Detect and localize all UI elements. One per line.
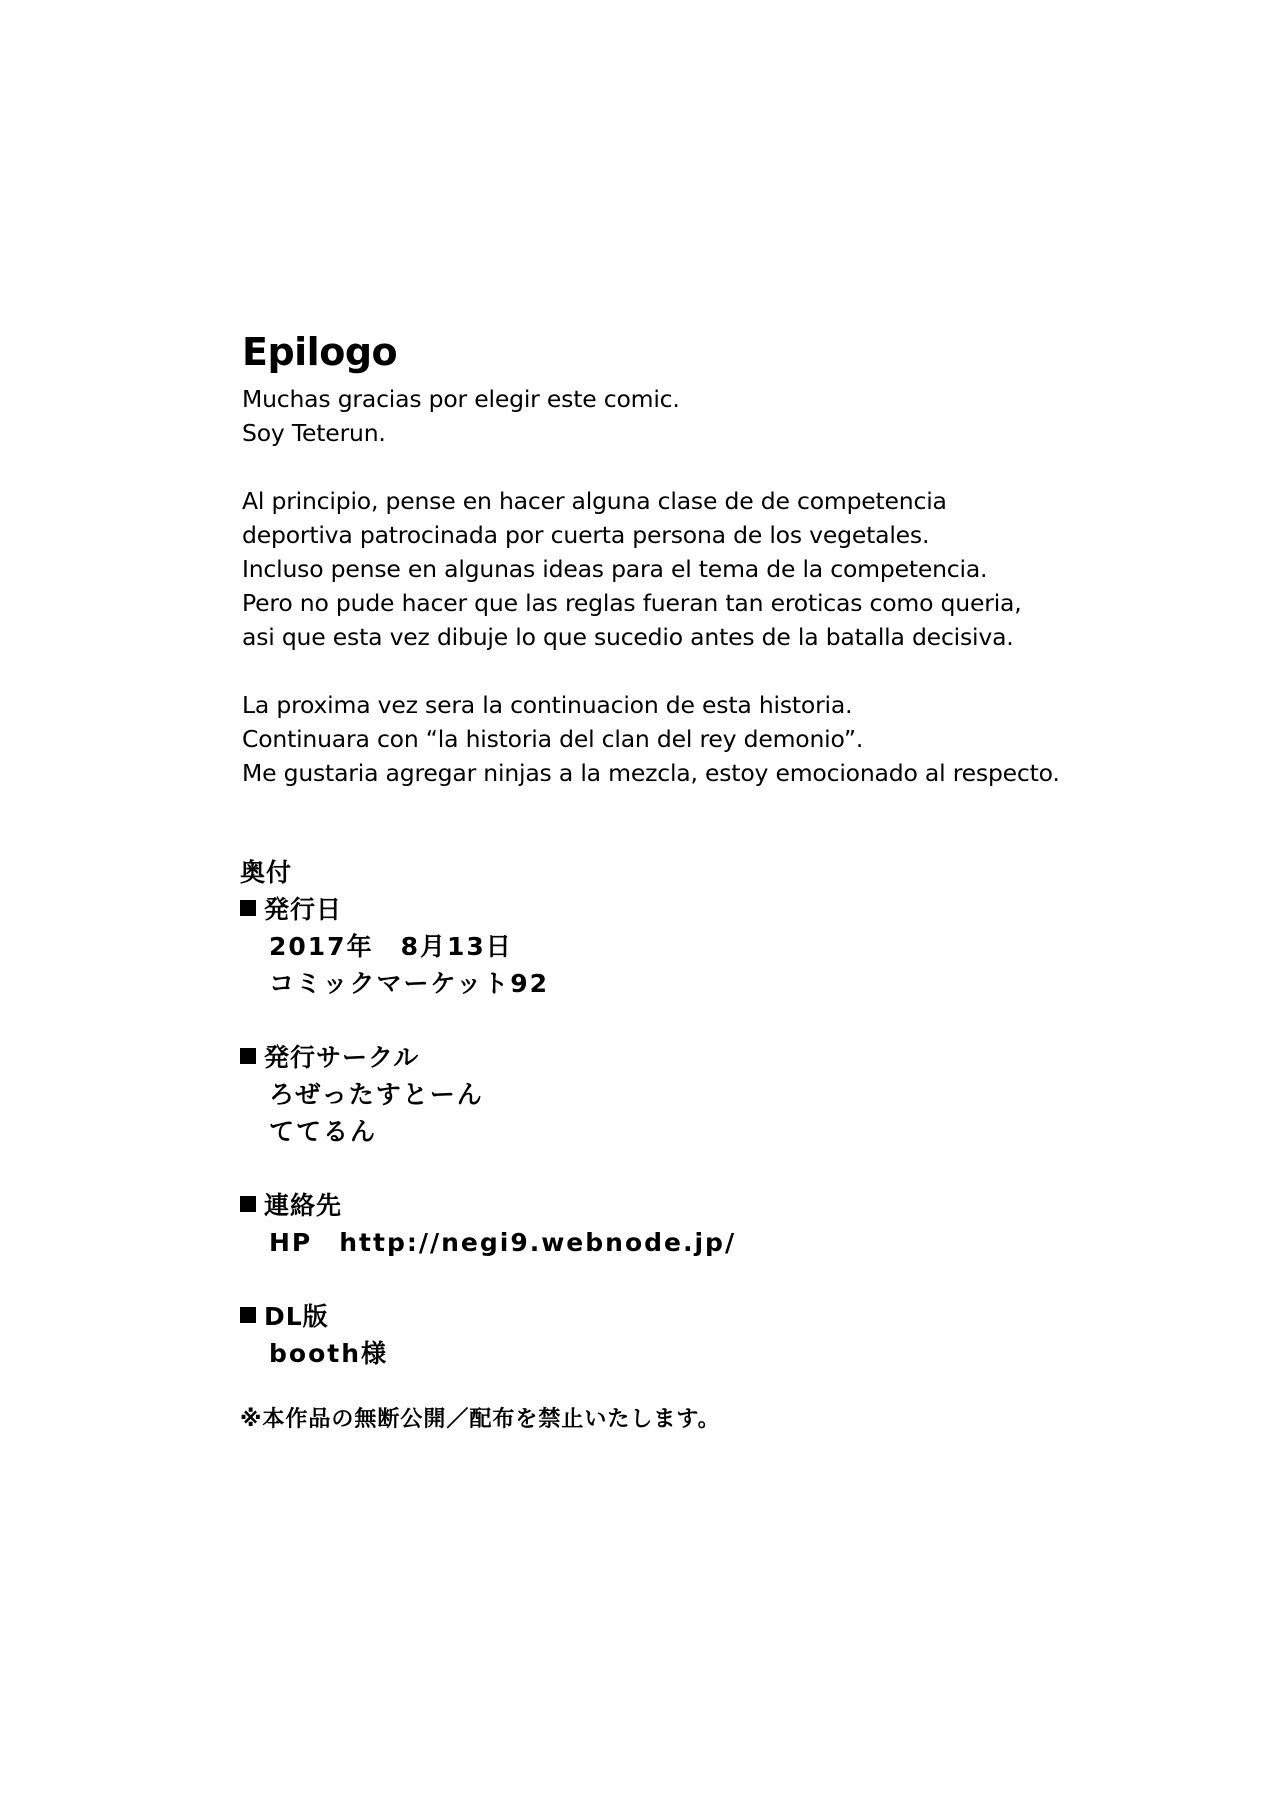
colophon-heading: 奥付 — [240, 858, 293, 887]
epilogue-title: Epilogo — [242, 330, 398, 374]
paragraph-line: Soy Teterun. — [242, 419, 386, 447]
colophon-block — [240, 854, 1140, 1438]
colophon-label-text: 発行日 — [264, 895, 343, 924]
colophon-section-circle — [240, 1039, 1140, 1150]
square-bullet-icon — [240, 1196, 256, 1212]
colophon-label — [240, 891, 1140, 928]
paragraph-line: deportiva patrocinada por cuerta persona de los vegetales. — [242, 521, 930, 549]
colophon-label-text: DL版 — [264, 1302, 329, 1331]
square-bullet-icon — [240, 1048, 256, 1064]
colophon-label-text: 発行サークル — [264, 1043, 420, 1072]
colophon-section-release-date — [240, 891, 1140, 1002]
paragraph-line: Continuara con “la historia del clan del rey demonio”. — [242, 725, 864, 753]
colophon-label-text: 連絡先 — [264, 1191, 343, 1220]
paragraph-line: La proxima vez sera la continuacion de esta historia. — [242, 691, 853, 719]
paragraph-line: Incluso pense en algunas ideas para el tema de la competencia. — [242, 555, 988, 583]
square-bullet-icon — [240, 1307, 256, 1323]
square-bullet-icon — [240, 900, 256, 916]
colophon-section-contact — [240, 1187, 1140, 1261]
epilogue-block — [242, 322, 1222, 790]
paragraph-line: Me gustaria agregar ninjas a la mezcla, estoy emocionado al respecto. — [242, 759, 1060, 787]
colophon-value: HP http://negi9.webnode.jp/ — [269, 1228, 737, 1257]
paragraph-line: Muchas gracias por elegir este comic. — [242, 385, 680, 413]
copyright-notice: ※本作品の無断公開／配布を禁止いたします。 — [240, 1407, 721, 1432]
paragraph-spacer — [242, 450, 1222, 484]
colophon-label — [240, 1039, 1140, 1076]
paragraph-line: Pero no pude hacer que las reglas fueran tan eroticas como queria, — [242, 589, 1022, 617]
colophon-value: 2017年 8月13日 — [269, 932, 513, 961]
colophon-value: booth様 — [269, 1339, 388, 1368]
colophon-value: ろぜったすとーん — [269, 1080, 484, 1109]
colophon-value: ててるん — [269, 1117, 378, 1146]
colophon-label — [240, 1298, 1140, 1335]
section-spacer — [240, 1261, 1140, 1298]
epilogue-paragraph-3 — [242, 688, 1222, 790]
section-spacer — [240, 1150, 1140, 1187]
colophon-value: コミックマーケット92 — [269, 969, 550, 998]
section-spacer — [240, 1002, 1140, 1039]
paragraph-line: Al principio, pense en hacer alguna clase de de competencia — [242, 487, 947, 515]
colophon-label — [240, 1187, 1140, 1224]
section-spacer — [240, 1372, 1140, 1394]
epilogue-paragraph-2 — [242, 484, 1222, 654]
colophon-section-download — [240, 1298, 1140, 1372]
epilogue-paragraph-1 — [242, 382, 1222, 450]
paragraph-line: asi que esta vez dibuje lo que sucedio antes de la batalla decisiva. — [242, 623, 1014, 651]
paragraph-spacer — [242, 654, 1222, 688]
